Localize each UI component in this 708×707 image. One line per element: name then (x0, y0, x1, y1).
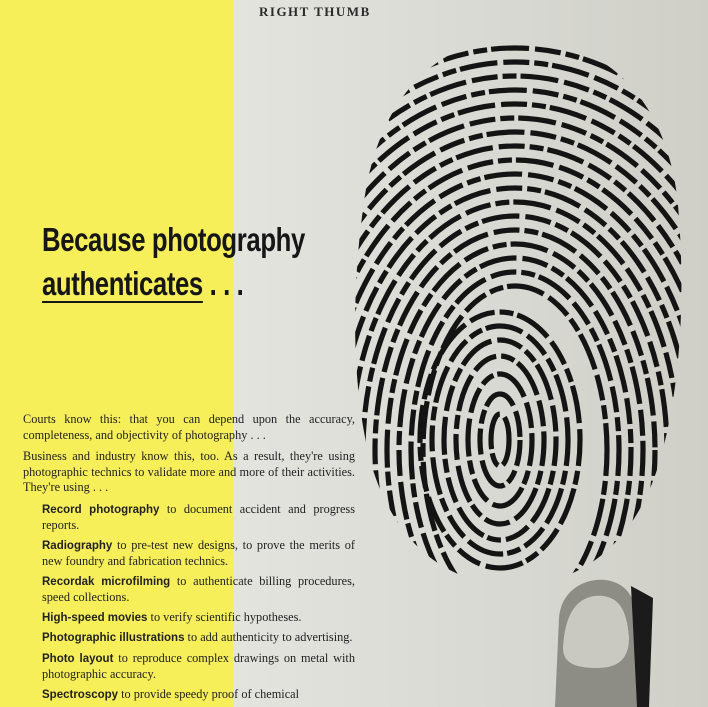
intro-paragraph: Courts know this: that you can depend upon the accuracy, completeness, and objectivity of photography . . . (23, 412, 355, 442)
headline-line-1: Because photography (42, 221, 305, 258)
list-item: Recordak microfilming to authenticate billing procedures, speed collections. (42, 573, 355, 604)
list-item: Photo layout to reproduce complex drawings on metal with photographic accuracy. (42, 650, 356, 681)
list-item: High-speed movies to verify scientific hypotheses. (42, 609, 302, 624)
list-item: Photographic illustrations to add authenticity to advertising. (42, 630, 353, 644)
headline-ellipsis: . . . (202, 265, 244, 302)
list-item: Radiography to pre-test new designs, to prove the merits of new foundry and fabrication technics. (42, 537, 355, 568)
uses-list (42, 502, 355, 704)
headline-emphasis: authenticates (42, 265, 203, 302)
business-paragraph: Business and industry know this, too. As a result, they're using photographic technics to validate more and more of their activities. They're using . . . (23, 449, 355, 494)
print-caption: RIGHT THUMB (259, 4, 371, 19)
list-item: Spectroscopy to provide speedy proof of chemical (42, 686, 300, 701)
fingerprint-image (350, 30, 690, 590)
headline (42, 218, 305, 306)
thumb-image (545, 578, 655, 707)
body-copy (23, 412, 355, 707)
list-item: Record photography to document accident and progress reports. (42, 501, 355, 532)
